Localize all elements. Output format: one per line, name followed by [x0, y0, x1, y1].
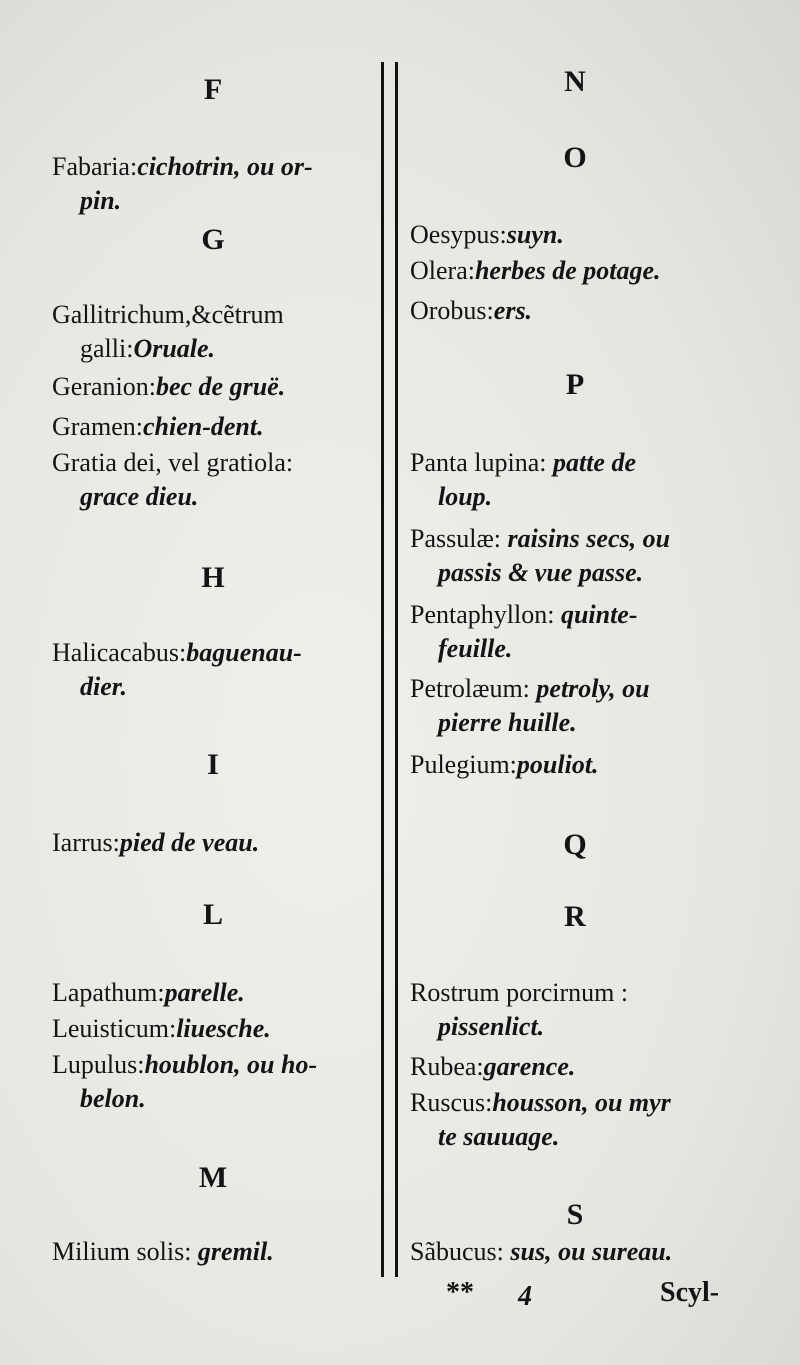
page-number: 4	[518, 1281, 532, 1312]
glossary-entry: Halicacabus:baguenau- dier.	[52, 638, 302, 701]
section-letter: I	[207, 748, 219, 781]
glossary-entry: Pulegium:pouliot.	[410, 750, 599, 779]
glossary-entry: Sãbucus: sus, ou sureau.	[410, 1237, 673, 1266]
glossary-entry: Leuisticum:liuesche.	[52, 1014, 271, 1043]
glossary-entry: Gallitrichum,&cẽtrum galli:Oruale.	[52, 300, 284, 363]
glossary-entry: Olera:herbes de potage.	[410, 256, 661, 285]
section-letter: M	[198, 1161, 228, 1194]
glossary-entry: Lupulus:houblon, ou ho- belon.	[52, 1050, 318, 1113]
glossary-entry: Orobus:ers.	[410, 296, 533, 325]
glossary-entry: Rostrum porcirnum : pissenlict.	[410, 978, 629, 1041]
section-letter: L	[202, 898, 223, 931]
glossary-entry: Pentaphyllon: quinte- feuille.	[410, 600, 638, 663]
section-letter: S	[566, 1198, 584, 1231]
glossary-entry: Oesypus:suyn.	[410, 220, 564, 249]
glossary-entry: Panta lupina: patte de loup.	[410, 448, 637, 511]
glossary-entry: Lapathum:parelle.	[52, 978, 245, 1007]
glossary-entry: Milium solis: gremil.	[52, 1237, 274, 1266]
section-letter: N	[564, 65, 586, 98]
catchword: Scyl-	[660, 1277, 720, 1308]
glossary-entry: Gramen:chien-dent.	[52, 412, 264, 441]
section-letter: Q	[563, 828, 587, 861]
section-letter: O	[563, 141, 587, 174]
column-rule-left	[381, 62, 384, 1277]
signature-mark: **	[446, 1277, 474, 1308]
section-letter: H	[201, 561, 225, 594]
glossary-entry: Fabaria:cichotrin, ou or- pin.	[52, 152, 313, 215]
section-letter: F	[203, 73, 223, 106]
glossary-entry: Gratia dei, vel gratiola: grace dieu.	[52, 448, 294, 511]
column-rule-right	[395, 62, 398, 1277]
page-footer	[0, 1277, 800, 1317]
glossary-entry: Rubea:garence.	[410, 1052, 576, 1081]
glossary-entry: Ruscus:housson, ou myr te sauuage.	[410, 1088, 671, 1151]
section-letter: G	[201, 223, 225, 256]
glossary-entry: Geranion:bec de gruë.	[52, 372, 286, 401]
section-letter: P	[565, 368, 585, 401]
glossary-entry: Petrolæum: petroly, ou pierre huille.	[410, 674, 650, 737]
section-letter: R	[564, 900, 586, 933]
glossary-entry: Passulæ: raisins secs, ou passis & vue passe.	[410, 524, 671, 587]
glossary-entry: Iarrus:pied de veau.	[52, 828, 260, 857]
